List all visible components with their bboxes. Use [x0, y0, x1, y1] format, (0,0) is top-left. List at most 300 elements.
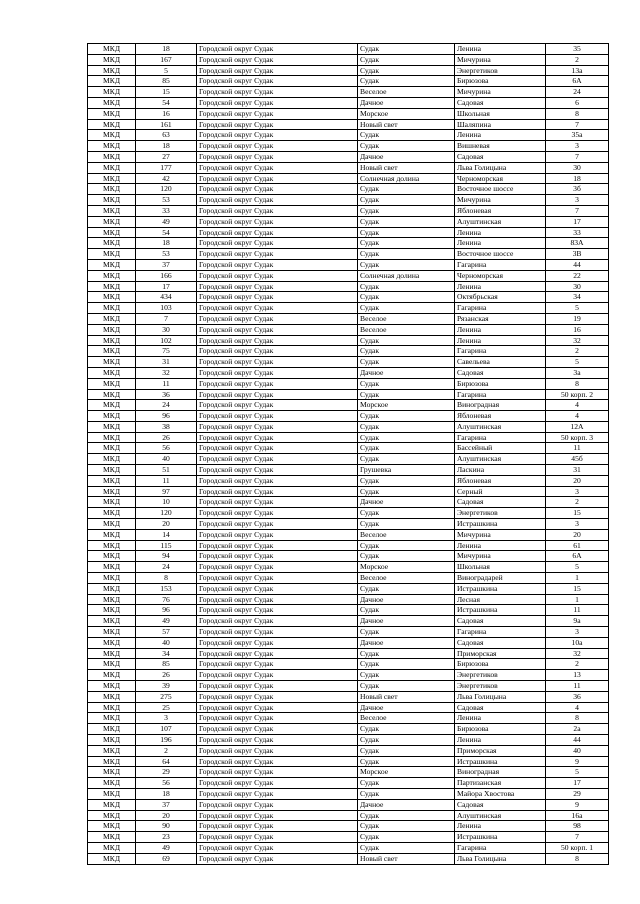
house-cell: 4 — [546, 400, 609, 411]
district-cell: Городской округ Судак — [197, 454, 358, 465]
object-type-cell: МКД — [88, 87, 136, 98]
street-cell: Ленина — [455, 44, 546, 55]
number-cell: 18 — [136, 44, 197, 55]
object-type-cell: МКД — [88, 173, 136, 184]
street-cell: Яблоневая — [455, 205, 546, 216]
number-cell: 26 — [136, 432, 197, 443]
table-row — [88, 465, 609, 476]
settlement-cell: Дачное — [358, 497, 455, 508]
district-cell: Городской округ Судак — [197, 324, 358, 335]
number-cell: 85 — [136, 76, 197, 87]
district-cell: Городской округ Судак — [197, 842, 358, 853]
object-type-cell: МКД — [88, 238, 136, 249]
table-row — [88, 411, 609, 422]
settlement-cell: Судак — [358, 216, 455, 227]
object-type-cell: МКД — [88, 583, 136, 594]
number-cell: 102 — [136, 335, 197, 346]
district-cell: Городской округ Судак — [197, 378, 358, 389]
settlement-cell: Дачное — [358, 151, 455, 162]
house-cell: 15 — [546, 583, 609, 594]
house-cell: 3 — [546, 195, 609, 206]
street-cell: Черноморская — [455, 270, 546, 281]
object-type-cell: МКД — [88, 259, 136, 270]
street-cell: Алуштинская — [455, 421, 546, 432]
street-cell: Мичурина — [455, 87, 546, 98]
district-cell: Городской округ Судак — [197, 216, 358, 227]
object-type-cell: МКД — [88, 616, 136, 627]
house-cell: 3б — [546, 184, 609, 195]
number-cell: 20 — [136, 519, 197, 530]
district-cell: Городской округ Судак — [197, 357, 358, 368]
settlement-cell: Судак — [358, 648, 455, 659]
number-cell: 115 — [136, 540, 197, 551]
house-cell: 2а — [546, 724, 609, 735]
district-cell: Городской округ Судак — [197, 497, 358, 508]
number-cell: 120 — [136, 508, 197, 519]
street-cell: Бирюзова — [455, 659, 546, 670]
table-row — [88, 713, 609, 724]
district-cell: Городской округ Судак — [197, 853, 358, 864]
object-type-cell: МКД — [88, 76, 136, 87]
settlement-cell: Судак — [358, 788, 455, 799]
settlement-cell: Судак — [358, 486, 455, 497]
house-cell: 61 — [546, 540, 609, 551]
number-cell: 37 — [136, 259, 197, 270]
table-row — [88, 594, 609, 605]
object-type-cell: МКД — [88, 195, 136, 206]
house-cell: 7 — [546, 151, 609, 162]
district-cell: Городской округ Судак — [197, 799, 358, 810]
house-cell: 7 — [546, 832, 609, 843]
table-row — [88, 87, 609, 98]
settlement-cell: Дачное — [358, 637, 455, 648]
settlement-cell: Судак — [358, 378, 455, 389]
number-cell: 11 — [136, 378, 197, 389]
house-cell: 6А — [546, 551, 609, 562]
settlement-cell: Судак — [358, 259, 455, 270]
district-cell: Городской округ Судак — [197, 130, 358, 141]
house-cell: 44 — [546, 735, 609, 746]
house-cell: 83А — [546, 238, 609, 249]
district-cell: Городской округ Судак — [197, 465, 358, 476]
house-cell: 4 — [546, 702, 609, 713]
table-row — [88, 195, 609, 206]
house-cell: 24 — [546, 87, 609, 98]
object-type-cell: МКД — [88, 411, 136, 422]
house-cell: 11 — [546, 443, 609, 454]
object-type-cell: МКД — [88, 443, 136, 454]
house-cell: 11 — [546, 605, 609, 616]
settlement-cell: Судак — [358, 54, 455, 65]
number-cell: 16 — [136, 108, 197, 119]
district-cell: Городской округ Судак — [197, 108, 358, 119]
street-cell: Истрашкина — [455, 756, 546, 767]
settlement-cell: Судак — [358, 184, 455, 195]
number-cell: 39 — [136, 681, 197, 692]
house-cell: 45б — [546, 454, 609, 465]
object-type-cell: МКД — [88, 713, 136, 724]
number-cell: 8 — [136, 573, 197, 584]
number-cell: 11 — [136, 475, 197, 486]
table-row — [88, 767, 609, 778]
settlement-cell: Судак — [358, 249, 455, 260]
number-cell: 56 — [136, 778, 197, 789]
table-row — [88, 335, 609, 346]
number-cell: 23 — [136, 832, 197, 843]
district-cell: Городской округ Судак — [197, 659, 358, 670]
table-row — [88, 76, 609, 87]
district-cell: Городской округ Судак — [197, 367, 358, 378]
street-cell: Бассейный — [455, 443, 546, 454]
table-row — [88, 65, 609, 76]
street-cell: Гагарина — [455, 303, 546, 314]
settlement-cell: Судак — [358, 238, 455, 249]
table-row — [88, 303, 609, 314]
house-cell: 35а — [546, 130, 609, 141]
house-cell: 2 — [546, 659, 609, 670]
house-cell: 20 — [546, 475, 609, 486]
house-cell: 6А — [546, 76, 609, 87]
street-cell: Серный — [455, 486, 546, 497]
house-cell: 8 — [546, 713, 609, 724]
house-cell: 2 — [546, 54, 609, 65]
settlement-cell: Судак — [358, 281, 455, 292]
street-cell: Истрашкина — [455, 583, 546, 594]
object-type-cell: МКД — [88, 767, 136, 778]
house-cell: 10а — [546, 637, 609, 648]
number-cell: 275 — [136, 691, 197, 702]
object-type-cell: МКД — [88, 670, 136, 681]
district-cell: Городской округ Судак — [197, 335, 358, 346]
number-cell: 90 — [136, 821, 197, 832]
settlement-cell: Судак — [358, 227, 455, 238]
number-cell: 29 — [136, 767, 197, 778]
house-cell: 50 корп. 2 — [546, 389, 609, 400]
street-cell: Гагарина — [455, 259, 546, 270]
district-cell: Городской округ Судак — [197, 249, 358, 260]
district-cell: Городской округ Судак — [197, 97, 358, 108]
number-cell: 94 — [136, 551, 197, 562]
house-cell: 12А — [546, 421, 609, 432]
object-type-cell: МКД — [88, 324, 136, 335]
house-cell: 8 — [546, 378, 609, 389]
number-cell: 32 — [136, 367, 197, 378]
number-cell: 20 — [136, 810, 197, 821]
object-type-cell: МКД — [88, 810, 136, 821]
number-cell: 120 — [136, 184, 197, 195]
number-cell: 24 — [136, 562, 197, 573]
table-row — [88, 378, 609, 389]
settlement-cell: Судак — [358, 292, 455, 303]
settlement-cell: Судак — [358, 810, 455, 821]
table-row — [88, 400, 609, 411]
table-row — [88, 454, 609, 465]
object-type-cell: МКД — [88, 594, 136, 605]
district-cell: Городской округ Судак — [197, 486, 358, 497]
object-type-cell: МКД — [88, 454, 136, 465]
house-cell: 5 — [546, 357, 609, 368]
street-cell: Энергетиков — [455, 65, 546, 76]
settlement-cell: Судак — [358, 389, 455, 400]
district-cell: Городской округ Судак — [197, 303, 358, 314]
district-cell: Городской округ Судак — [197, 65, 358, 76]
street-cell: Мичурина — [455, 54, 546, 65]
house-cell: 13а — [546, 65, 609, 76]
table-row — [88, 313, 609, 324]
house-cell: 20 — [546, 529, 609, 540]
district-cell: Городской округ Судак — [197, 724, 358, 735]
house-cell: 1 — [546, 594, 609, 605]
number-cell: 17 — [136, 281, 197, 292]
street-cell: Садовая — [455, 367, 546, 378]
table-row — [88, 475, 609, 486]
house-cell: 19 — [546, 313, 609, 324]
district-cell: Городской округ Судак — [197, 627, 358, 638]
house-cell: 3В — [546, 249, 609, 260]
object-type-cell: МКД — [88, 130, 136, 141]
number-cell: 34 — [136, 648, 197, 659]
house-cell: 30 — [546, 162, 609, 173]
table-row — [88, 821, 609, 832]
number-cell: 107 — [136, 724, 197, 735]
settlement-cell: Судак — [358, 411, 455, 422]
number-cell: 49 — [136, 842, 197, 853]
district-cell: Городской округ Судак — [197, 475, 358, 486]
number-cell: 42 — [136, 173, 197, 184]
street-cell: Гагарина — [455, 389, 546, 400]
settlement-cell: Судак — [358, 130, 455, 141]
house-cell: 50 корп. 3 — [546, 432, 609, 443]
table-row — [88, 724, 609, 735]
object-type-cell: МКД — [88, 519, 136, 530]
house-cell: 18 — [546, 173, 609, 184]
table-row — [88, 745, 609, 756]
number-cell: 18 — [136, 788, 197, 799]
settlement-cell: Дачное — [358, 616, 455, 627]
district-cell: Городской округ Судак — [197, 184, 358, 195]
table-row — [88, 756, 609, 767]
table-row — [88, 389, 609, 400]
district-cell: Городской округ Судак — [197, 691, 358, 702]
number-cell: 25 — [136, 702, 197, 713]
street-cell: Энергетиков — [455, 681, 546, 692]
house-cell: 36 — [546, 691, 609, 702]
table-row — [88, 173, 609, 184]
district-cell: Городской округ Судак — [197, 702, 358, 713]
object-type-cell: МКД — [88, 65, 136, 76]
district-cell: Городской округ Судак — [197, 594, 358, 605]
number-cell: 167 — [136, 54, 197, 65]
street-cell: Виноградная — [455, 767, 546, 778]
district-cell: Городской округ Судак — [197, 313, 358, 324]
table-row — [88, 551, 609, 562]
table-row — [88, 292, 609, 303]
settlement-cell: Судак — [358, 205, 455, 216]
object-type-cell: МКД — [88, 778, 136, 789]
district-cell: Городской округ Судак — [197, 605, 358, 616]
street-cell: Ленина — [455, 238, 546, 249]
settlement-cell: Дачное — [358, 367, 455, 378]
settlement-cell: Морское — [358, 400, 455, 411]
table-row — [88, 270, 609, 281]
number-cell: 161 — [136, 119, 197, 130]
object-type-cell: МКД — [88, 357, 136, 368]
street-cell: Гагарина — [455, 842, 546, 853]
house-cell: 98 — [546, 821, 609, 832]
house-cell: 50 корп. 1 — [546, 842, 609, 853]
table-row — [88, 324, 609, 335]
house-cell: 9 — [546, 756, 609, 767]
object-type-cell: МКД — [88, 367, 136, 378]
street-cell: Садовая — [455, 151, 546, 162]
street-cell: Льва Голицына — [455, 691, 546, 702]
district-cell: Городской округ Судак — [197, 259, 358, 270]
street-cell: Рязанская — [455, 313, 546, 324]
number-cell: 18 — [136, 238, 197, 249]
table-row — [88, 281, 609, 292]
object-type-cell: МКД — [88, 821, 136, 832]
number-cell: 27 — [136, 151, 197, 162]
street-cell: Бирюзова — [455, 76, 546, 87]
house-cell: 8 — [546, 108, 609, 119]
number-cell: 96 — [136, 411, 197, 422]
house-cell: 17 — [546, 778, 609, 789]
house-cell: 7 — [546, 119, 609, 130]
street-cell: Льва Голицына — [455, 853, 546, 864]
table-row — [88, 443, 609, 454]
district-cell: Городской округ Судак — [197, 778, 358, 789]
number-cell: 2 — [136, 745, 197, 756]
settlement-cell: Судак — [358, 335, 455, 346]
settlement-cell: Солнечная долина — [358, 270, 455, 281]
table-row — [88, 205, 609, 216]
object-type-cell: МКД — [88, 400, 136, 411]
settlement-cell: Веселое — [358, 713, 455, 724]
house-cell: 5 — [546, 562, 609, 573]
settlement-cell: Веселое — [358, 529, 455, 540]
number-cell: 7 — [136, 313, 197, 324]
settlement-cell: Судак — [358, 778, 455, 789]
house-cell: 3а — [546, 367, 609, 378]
district-cell: Городской округ Судак — [197, 713, 358, 724]
table-row — [88, 799, 609, 810]
district-cell: Городской округ Судак — [197, 195, 358, 206]
street-cell: Ласкина — [455, 465, 546, 476]
object-type-cell: МКД — [88, 313, 136, 324]
table-row — [88, 853, 609, 864]
street-cell: Восточное шоссе — [455, 249, 546, 260]
table-row — [88, 357, 609, 368]
district-cell: Городской округ Судак — [197, 735, 358, 746]
settlement-cell: Дачное — [358, 97, 455, 108]
settlement-cell: Судак — [358, 357, 455, 368]
object-type-cell: МКД — [88, 659, 136, 670]
settlement-cell: Новый свет — [358, 162, 455, 173]
table-row — [88, 735, 609, 746]
house-cell: 22 — [546, 270, 609, 281]
street-cell: Ленина — [455, 735, 546, 746]
settlement-cell: Судак — [358, 670, 455, 681]
settlement-cell: Судак — [358, 627, 455, 638]
object-type-cell: МКД — [88, 508, 136, 519]
house-cell: 17 — [546, 216, 609, 227]
table-row — [88, 238, 609, 249]
street-cell: Садовая — [455, 497, 546, 508]
district-cell: Городской округ Судак — [197, 832, 358, 843]
settlement-cell: Морское — [358, 562, 455, 573]
settlement-cell: Веселое — [358, 87, 455, 98]
object-type-cell: МКД — [88, 799, 136, 810]
street-cell: Октябрьская — [455, 292, 546, 303]
table-row — [88, 151, 609, 162]
street-cell: Садовая — [455, 702, 546, 713]
district-cell: Городской округ Судак — [197, 648, 358, 659]
object-type-cell: МКД — [88, 702, 136, 713]
settlement-cell: Судак — [358, 76, 455, 87]
district-cell: Городской округ Судак — [197, 745, 358, 756]
street-cell: Алуштинская — [455, 216, 546, 227]
street-cell: Савельева — [455, 357, 546, 368]
object-type-cell: МКД — [88, 378, 136, 389]
number-cell: 40 — [136, 637, 197, 648]
object-type-cell: МКД — [88, 842, 136, 853]
house-cell: 6 — [546, 97, 609, 108]
street-cell: Бирюзова — [455, 724, 546, 735]
number-cell: 5 — [136, 65, 197, 76]
settlement-cell: Судак — [358, 346, 455, 357]
settlement-cell: Судак — [358, 821, 455, 832]
district-cell: Городской округ Судак — [197, 151, 358, 162]
district-cell: Городской округ Судак — [197, 227, 358, 238]
table-row — [88, 249, 609, 260]
settlement-cell: Дачное — [358, 594, 455, 605]
number-cell: 53 — [136, 195, 197, 206]
object-type-cell: МКД — [88, 486, 136, 497]
house-cell: 32 — [546, 648, 609, 659]
settlement-cell: Судак — [358, 519, 455, 530]
settlement-cell: Судак — [358, 475, 455, 486]
table-row — [88, 648, 609, 659]
settlement-cell: Морское — [358, 108, 455, 119]
district-cell: Городской округ Судак — [197, 551, 358, 562]
table-row — [88, 486, 609, 497]
object-type-cell: МКД — [88, 249, 136, 260]
number-cell: 31 — [136, 357, 197, 368]
number-cell: 76 — [136, 594, 197, 605]
table-row — [88, 788, 609, 799]
table-row — [88, 119, 609, 130]
table-row — [88, 832, 609, 843]
object-type-cell: МКД — [88, 853, 136, 864]
street-cell: Садовая — [455, 97, 546, 108]
object-type-cell: МКД — [88, 44, 136, 55]
number-cell: 26 — [136, 670, 197, 681]
table-row — [88, 573, 609, 584]
table-row — [88, 605, 609, 616]
house-cell: 35 — [546, 44, 609, 55]
number-cell: 196 — [136, 735, 197, 746]
house-cell: 2 — [546, 346, 609, 357]
street-cell: Энергетиков — [455, 508, 546, 519]
object-type-cell: МКД — [88, 292, 136, 303]
settlement-cell: Судак — [358, 724, 455, 735]
street-cell: Алуштинская — [455, 810, 546, 821]
settlement-cell: Судак — [358, 432, 455, 443]
table-row — [88, 97, 609, 108]
district-cell: Городской округ Судак — [197, 346, 358, 357]
object-type-cell: МКД — [88, 681, 136, 692]
street-cell: Виноградарей — [455, 573, 546, 584]
